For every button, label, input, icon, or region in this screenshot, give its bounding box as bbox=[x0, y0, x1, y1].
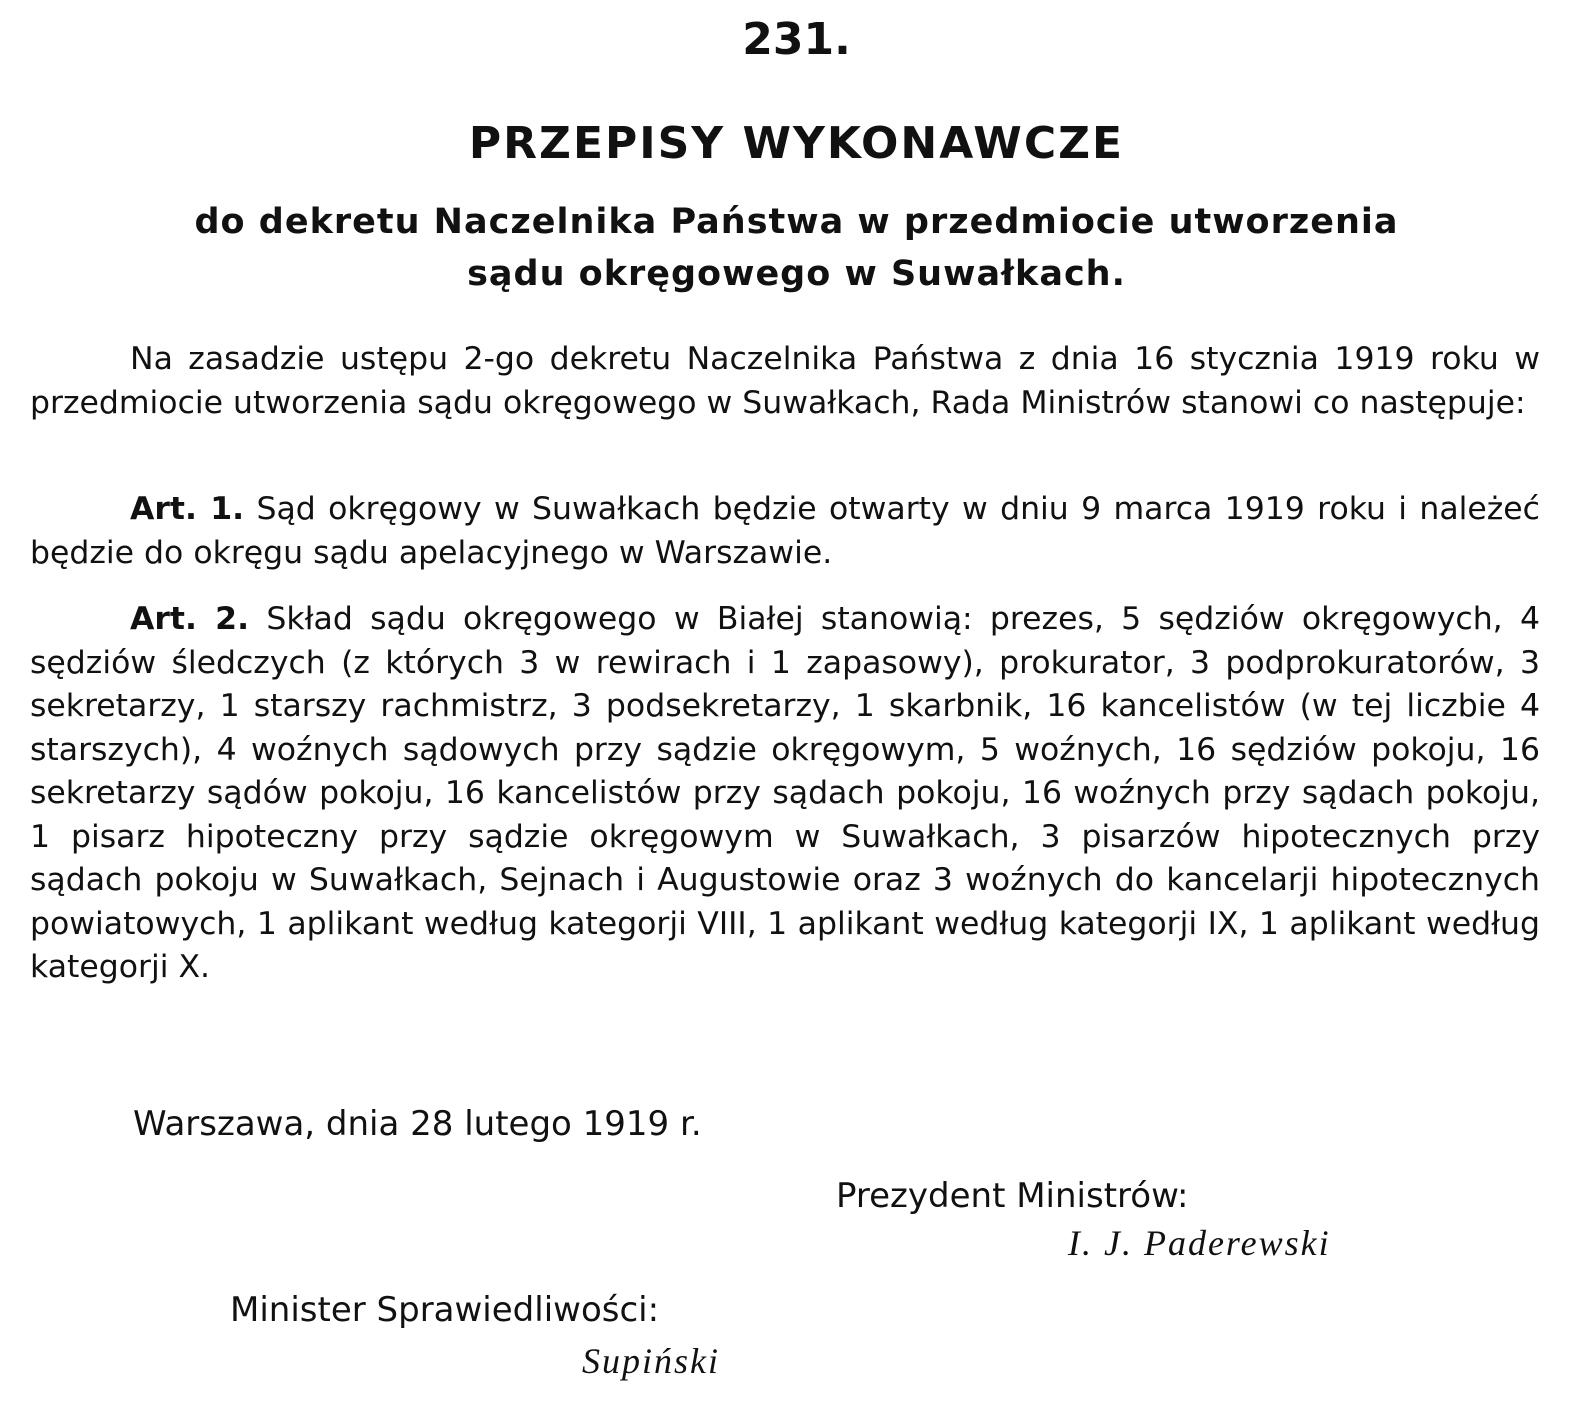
article-1-text: Sąd okręgowy w Suwałkach będzie otwarty w dniu 9 marca 1919 roku i należeć będzie do okręgu sądu apelacyjnego w Warszawie. bbox=[30, 491, 1541, 571]
intro-paragraph bbox=[30, 338, 1540, 425]
prime-minister-signature: I. J. Paderewski bbox=[1068, 1223, 1331, 1263]
article-2-label: Art. 2. bbox=[130, 601, 250, 637]
article-1 bbox=[30, 488, 1540, 575]
subtitle-line-1: do dekretu Naczelnika Państwa w przedmiocie utworzenia bbox=[194, 202, 1399, 242]
prime-minister-title: Prezydent Ministrów: bbox=[836, 1176, 1189, 1216]
document-number: 231. bbox=[742, 14, 851, 65]
minister-signature: Supiński bbox=[582, 1341, 720, 1381]
article-2 bbox=[30, 598, 1540, 990]
article-1-label: Art. 1. bbox=[130, 491, 245, 527]
intro-text: Na zasadzie ustępu 2-go dekretu Naczelnika Państwa z dnia 16 stycznia 1919 roku w przedmiocie utworzenia sądu okręgowego w Suwałkach, Rada Ministrów stanowi co następuje: bbox=[30, 341, 1540, 421]
date-line: Warszawa, dnia 28 lutego 1919 r. bbox=[133, 1104, 702, 1144]
article-2-text: Skład sądu okręgowego w Białej stanowią: prezes, 5 sędziów okręgowych, 4 sędziów śledczych (z których 3 w rewirach i 1 zapasowy), prokurator, 3 podprokuratorów, 3 sekretarzy, 1 starszy rachmistrz, 3 podsekretarzy, 1 skarbnik, 16 kancelistów (w tej liczbie 4 starszych), 4 woźnych sądowych przy sądzie okręgowym, 5 woźnych, 16 sędziów pokoju, 16 sekretarzy sądów pokoju, 16 kancelistów przy sądach pokoju, 16 woźnych przy sądach pokoju, 1 pisarz hipoteczny przy sądzie okręgowym w Suwałkach, 3 pisarzów hipotecznych przy sądach pokoju w Suwałkach, Sejnach i Augustowie oraz 3 woźnych do kancelarji hipotecznych powiatowych, 1 aplikant według kategorji VIII, 1 aplikant według kategorji IX, 1 aplikant według kategorji X. bbox=[30, 601, 1541, 985]
document-title: PRZEPISY WYKONAWCZE bbox=[468, 118, 1125, 169]
minister-title: Minister Sprawiedliwości: bbox=[230, 1290, 660, 1330]
subtitle-line-2: sądu okręgowego w Suwałkach. bbox=[467, 254, 1126, 294]
document-subtitle bbox=[60, 196, 1533, 300]
